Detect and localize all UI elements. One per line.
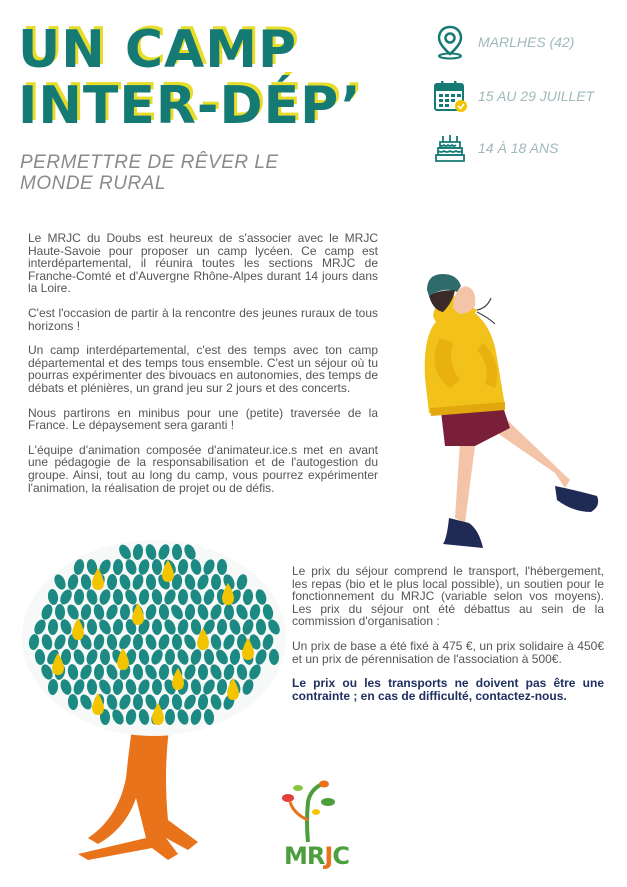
info-dates <box>432 78 594 114</box>
mrjc-logo-text <box>284 842 349 870</box>
paragraph-occasion: C'est l'occasion de partir à la rencontre des jeunes ruraux de tous horizons ! <box>28 305 378 333</box>
pricing-paragraph-1: Le prix du séjour comprend le transport, l'hébergement, les repas (bio et le plus local possible), un soutien pour le fonctionnement du MRJC (variable selon vos moyens). Les prix du séjour ont été débattus au sein de la commission d'organisation : <box>292 564 604 629</box>
page-title <box>18 22 361 134</box>
pricing-contact-note: Le prix ou les transports ne doivent pas être une contrainte ; en cas de difficulté, contactez-nous. <box>292 676 604 703</box>
ages-text: 14 À 18 ANS <box>478 140 559 156</box>
description <box>28 232 378 506</box>
paragraph-minibus: Nous partirons en minibus pour une (petite) traversée de la France. Le dépaysement sera garanti ! <box>28 405 378 433</box>
calendar-icon <box>432 78 468 114</box>
title-line-2: INTER-DÉP’ <box>18 76 362 136</box>
paragraph-camp: Un camp interdépartemental, c'est des temps avec ton camp départemental et des temps tous ensemble. C'est un séjour où tu pourras expérimenter des bivouacs en autonomies, des temps de débats et plénières, un grand jeu sur 2 jours et des concerts. <box>28 343 378 395</box>
logo-j: J <box>324 842 333 870</box>
paragraph-intro: Le MRJC du Doubs est heureux de s'associer avec le MRJC Haute-Savoie pour proposer un camp lycéen. Ce camp est interdépartemental, il réunira toutes les sections MRJC de Franche-Comté et d'Auvergne Rhône-Alpes durant 14 jours dans la Loire. <box>28 231 378 296</box>
subtitle <box>20 152 340 194</box>
location-pin-icon <box>432 24 468 60</box>
pricing-paragraph-2: Un prix de base a été fixé à 475 €, un prix solidaire à 450€ et un prix de pérennisation de l'association à 500€. <box>292 638 604 666</box>
pricing-section <box>292 565 604 714</box>
subtitle-line-2: MONDE RURAL <box>20 173 166 194</box>
birthday-cake-icon <box>432 130 468 166</box>
title-line-1: UN CAMP <box>18 20 298 80</box>
dates-text: 15 AU 29 JUILLET <box>478 88 595 104</box>
walking-person-illustration <box>405 268 610 563</box>
paragraph-team: L'équipe d'animation composée d'animateur.ice.s met en avant une pédagogie de la responsabilisation et de l'autogestion du groupe. Ainsi, tout au long du camp, vous pourrez expérimenter l'animation, la réalisation de projet ou de défis. <box>28 442 378 495</box>
mrjc-logo-tree-icon <box>268 772 348 844</box>
subtitle-line-1: PERMETTRE DE RÊVER LE <box>20 152 279 173</box>
tree-illustration <box>18 538 290 868</box>
logo-c: C <box>332 842 349 870</box>
location-text: MARLHES (42) <box>478 34 575 50</box>
logo-mr: MR <box>284 842 325 870</box>
info-location <box>432 24 574 60</box>
info-ages <box>432 130 558 166</box>
